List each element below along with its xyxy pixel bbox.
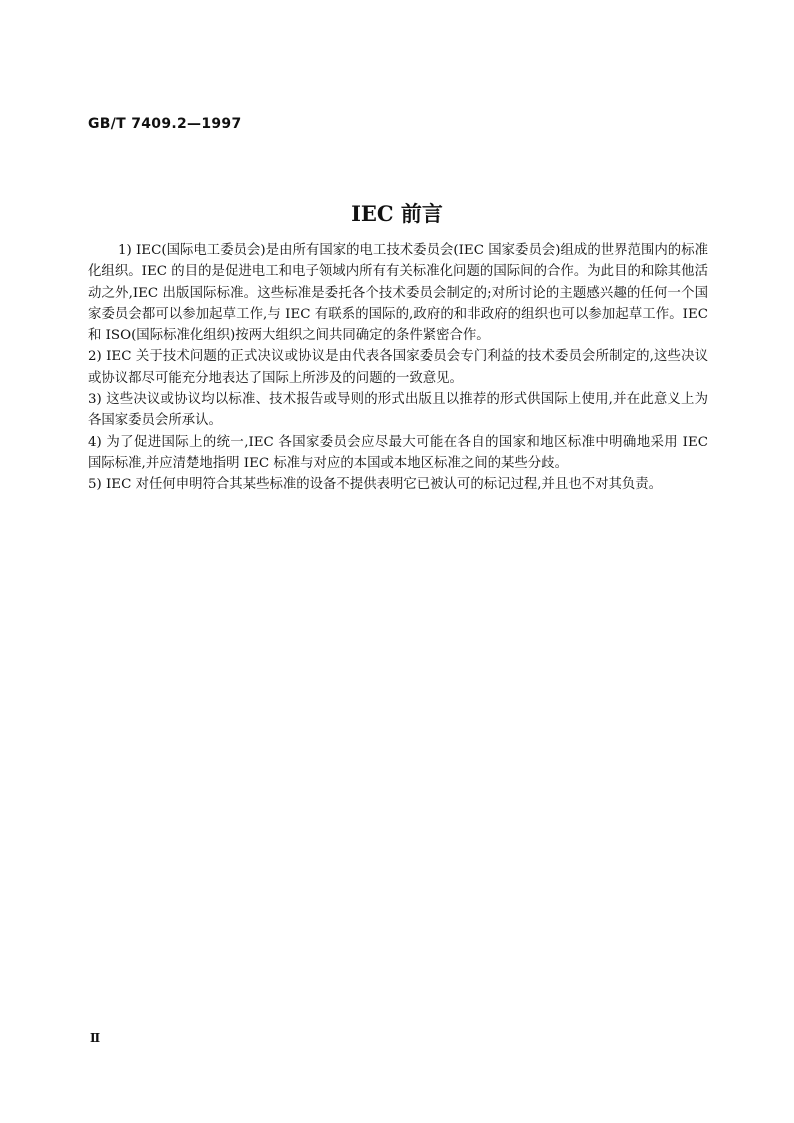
paragraph-3: 3) 这些决议或协议均以标准、技术报告或导则的形式出版且以推荐的形式供国际上使用,并在此意义上为各国家委员会所承认。 [88,392,708,429]
paragraph-1: 1) IEC(国际电工委员会)是由所有国家的电工技术委员会(IEC 国家委员会)组成的世界范围内的标准化组织。IEC 的目的是促进电工和电子领域内所有有关标准化问题的国际间的合作。为此目的和除其他活动之外,IEC 出版国际标准。这些标准是委托各个技术委员会制定的;对所讨论的主题感兴趣的任何一个国家委员会都可以参加起草工作,与 IEC 有联系的国际的,政府的和非政府的组织也可以参加起草工作。IEC 和 ISO(国际标准化组织)按两大组织之间共同确定的条件紧密合作。 [88,243,708,344]
foreword-body [88,240,708,496]
paragraph-5: 5) IEC 对任何申明符合其某些标准的设备不提供表明它已被认可的标记过程,并且也不对其负责。 [88,477,663,493]
page-title: IEC 前言 [351,201,443,226]
paragraph-2: 2) IEC 关于技术问题的正式决议或协议是由代表各国家委员会专门利益的技术委员会所制定的,这些决议或协议都尽可能充分地表达了国际上所涉及的问题的一致意见。 [88,349,708,386]
paragraph-4: 4) 为了促进国际上的统一,IEC 各国家委员会应尽最大可能在各自的国家和地区标准中明确地采用 IEC 国际标准,并应清楚地指明 IEC 标准与对应的本国或本地区标准之间的某些分歧。 [88,434,708,471]
document-code: GB/T 7409.2—1997 [88,116,242,132]
page-number: Ⅱ [90,1031,101,1045]
